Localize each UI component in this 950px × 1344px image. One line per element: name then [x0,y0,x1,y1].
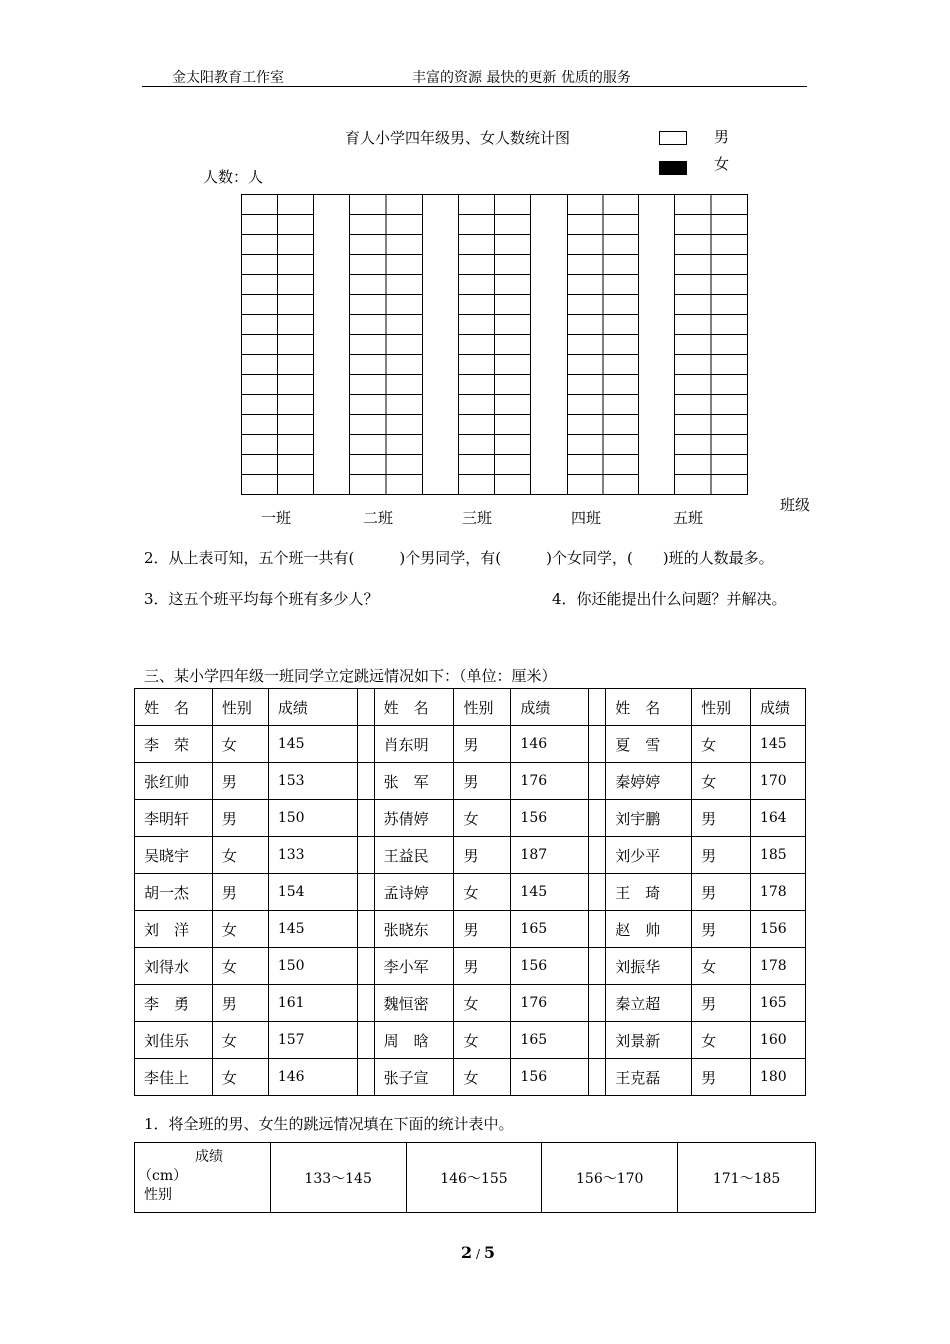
student-gender: 女 [212,837,268,874]
chart-grid [241,194,748,495]
student-name: 刘振华 [606,948,692,985]
student-gender: 男 [692,874,751,911]
column-gap [589,726,606,763]
student-score: 185 [750,837,805,874]
column-gap [589,1059,606,1096]
student-name: 肖东明 [374,726,454,763]
y-axis-unit: 人数：人 [203,168,264,186]
student-score: 165 [511,911,589,948]
header-gender: 性别 [692,689,751,726]
column-gap [589,763,606,800]
long-jump-table [134,688,806,1096]
column-gap [589,874,606,911]
column-gap [357,763,374,800]
table-row [135,985,806,1022]
student-score: 156 [511,800,589,837]
question-4: 4．你还能提出什么问题？并解决。 [552,590,787,608]
class-label-4: 四班 [571,509,602,527]
student-name: 张红帅 [135,763,213,800]
student-score: 145 [268,726,357,763]
student-gender: 女 [212,948,268,985]
student-name: 魏恒密 [374,985,454,1022]
student-score: 176 [511,763,589,800]
student-name: 苏倩婷 [374,800,454,837]
student-score: 187 [511,837,589,874]
student-name: 李小军 [374,948,454,985]
column-gap [357,689,374,726]
chart-frame [241,194,748,495]
student-score: 145 [511,874,589,911]
student-gender: 男 [212,800,268,837]
student-score: 161 [268,985,357,1022]
class-label-5: 五班 [673,509,704,527]
student-gender: 男 [692,800,751,837]
table-row [135,948,806,985]
legend-male-label: 男 [714,128,730,146]
student-gender: 女 [454,874,511,911]
header-name: 姓 名 [606,689,692,726]
x-axis-unit: 班级 [780,496,811,514]
section3-question-1: 1．将全班的男、女生的跳远情况填在下面的统计表中。 [144,1115,514,1133]
stat-header-score: 成绩 [195,1149,223,1165]
column-gap [589,948,606,985]
student-score: 145 [750,726,805,763]
student-gender: 男 [454,763,511,800]
student-score: 145 [268,911,357,948]
legend-female-swatch [659,161,687,175]
student-score: 156 [511,1059,589,1096]
student-name: 李 荣 [135,726,213,763]
student-name: 周 晗 [374,1022,454,1059]
student-gender: 女 [692,726,751,763]
column-gap [589,911,606,948]
student-score: 165 [511,1022,589,1059]
student-name: 吴晓宇 [135,837,213,874]
student-score: 156 [511,948,589,985]
student-name: 张晓东 [374,911,454,948]
column-gap [357,948,374,985]
table-row [135,911,806,948]
student-name: 李佳上 [135,1059,213,1096]
column-gap [589,689,606,726]
column-gap [357,985,374,1022]
legend-male-swatch [659,131,687,145]
legend-female-label: 女 [714,155,730,173]
page-separator: / [472,1247,484,1261]
student-gender: 男 [212,874,268,911]
student-gender: 女 [212,911,268,948]
student-name: 赵 帅 [606,911,692,948]
header-score: 成绩 [268,689,357,726]
table-row [135,1059,806,1096]
student-name: 张 军 [374,763,454,800]
student-score: 178 [750,948,805,985]
table-row [135,837,806,874]
student-name: 王克磊 [606,1059,692,1096]
class-label-1: 一班 [261,509,292,527]
student-score: 146 [511,726,589,763]
student-score: 157 [268,1022,357,1059]
student-gender: 女 [454,800,511,837]
column-gap [357,800,374,837]
chart-title: 育人小学四年级男、女人数统计图 [345,129,571,147]
student-name: 孟诗婷 [374,874,454,911]
student-score: 180 [750,1059,805,1096]
table-row [135,1022,806,1059]
column-gap [357,837,374,874]
student-name: 刘少平 [606,837,692,874]
student-gender: 男 [692,911,751,948]
column-gap [589,985,606,1022]
student-score: 154 [268,874,357,911]
student-score: 150 [268,948,357,985]
student-gender: 男 [692,1059,751,1096]
column-gap [589,800,606,837]
table-row [135,763,806,800]
range-1: 133～145 [270,1143,406,1213]
student-name: 刘得水 [135,948,213,985]
column-gap [357,726,374,763]
column-gap [357,874,374,911]
student-gender: 男 [692,837,751,874]
page-number [461,1243,495,1262]
range-4: 171～185 [678,1143,816,1213]
student-score: 176 [511,985,589,1022]
student-name: 夏 雪 [606,726,692,763]
student-name: 王 琦 [606,874,692,911]
student-gender: 女 [454,985,511,1022]
header-gender: 性别 [212,689,268,726]
stat-header-unit: （cm） [138,1168,188,1184]
student-name: 刘 洋 [135,911,213,948]
student-gender: 男 [212,763,268,800]
student-score: 160 [750,1022,805,1059]
column-gap [589,1022,606,1059]
table-row [135,726,806,763]
student-name: 刘宇鹏 [606,800,692,837]
student-gender: 女 [212,1022,268,1059]
student-score: 150 [268,800,357,837]
header-name: 姓 名 [135,689,213,726]
student-score: 170 [750,763,805,800]
column-gap [357,1022,374,1059]
student-name: 张子宣 [374,1059,454,1096]
student-gender: 女 [692,1022,751,1059]
header-score: 成绩 [511,689,589,726]
header-gender: 性别 [454,689,511,726]
header-name: 姓 名 [374,689,454,726]
student-name: 刘佳乐 [135,1022,213,1059]
student-name: 王益民 [374,837,454,874]
student-score: 165 [750,985,805,1022]
student-gender: 男 [454,911,511,948]
header-left: 金太阳教育工作室 [172,70,284,86]
student-score: 146 [268,1059,357,1096]
student-gender: 男 [692,985,751,1022]
student-score: 153 [268,763,357,800]
student-name: 刘景新 [606,1022,692,1059]
student-name: 李明轩 [135,800,213,837]
column-gap [357,911,374,948]
student-name: 胡一杰 [135,874,213,911]
header-score: 成绩 [750,689,805,726]
class-label-3: 三班 [462,509,493,527]
table-row [135,874,806,911]
stat-table [134,1142,816,1213]
question-3: 3．这五个班平均每个班有多少人？ [144,590,379,608]
student-score: 156 [750,911,805,948]
table-header-row [135,689,806,726]
section3-title: 三、某小学四年级一班同学立定跳远情况如下：（单位：厘米） [144,667,557,685]
stat-corner-cell [135,1143,271,1213]
column-gap [589,837,606,874]
student-score: 164 [750,800,805,837]
student-gender: 女 [212,726,268,763]
student-score: 133 [268,837,357,874]
class-label-2: 二班 [363,509,394,527]
student-gender: 男 [454,948,511,985]
question-2: 2．从上表可知，五个班一共有( )个男同学，有( )个女同学，( )班的人数最多。 [144,549,774,567]
student-name: 秦婷婷 [606,763,692,800]
student-gender: 女 [692,948,751,985]
page-current: 2 [461,1243,473,1262]
stat-header-gender: 性别 [144,1187,172,1203]
student-gender: 女 [692,763,751,800]
column-gap [357,1059,374,1096]
table-row [135,800,806,837]
header-right: 丰富的资源 最快的更新 优质的服务 [412,70,631,86]
student-gender: 女 [454,1022,511,1059]
student-name: 秦立超 [606,985,692,1022]
header-rule [142,86,807,87]
student-gender: 男 [212,985,268,1022]
student-gender: 女 [212,1059,268,1096]
page-total: 5 [483,1243,495,1262]
range-3: 156～170 [542,1143,678,1213]
student-gender: 男 [454,726,511,763]
student-gender: 女 [454,1059,511,1096]
student-score: 178 [750,874,805,911]
student-gender: 男 [454,837,511,874]
range-2: 146～155 [406,1143,542,1213]
student-name: 李 勇 [135,985,213,1022]
